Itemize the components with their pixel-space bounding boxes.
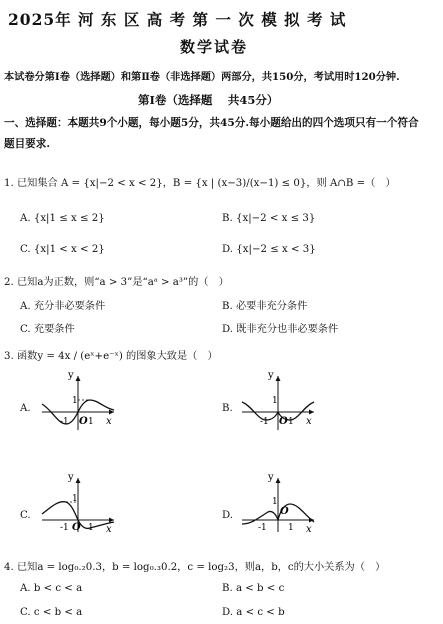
question-4-option-a[interactable]: A. b < c < a bbox=[20, 583, 83, 594]
graph-d-x-one-label: 1 bbox=[288, 523, 294, 533]
question-3-option-a[interactable]: A. bbox=[20, 403, 31, 414]
question-4-option-d[interactable]: D. a < c < b bbox=[222, 607, 285, 618]
exam-subtitle: 数学试卷 bbox=[180, 38, 249, 56]
question-3-option-c[interactable]: C. bbox=[20, 510, 31, 521]
question-1-option-b[interactable]: B. {x|−2 < x ≤ 3} bbox=[222, 213, 316, 224]
graph-c-y-label: y bbox=[68, 472, 74, 483]
exam-note: 本试卷分第Ⅰ卷（选择题）和第Ⅱ卷（非选择题）两部分，共150分，考试用时120分钟. bbox=[4, 71, 400, 83]
graph-b-x-label: x bbox=[306, 416, 312, 427]
question-2-option-a[interactable]: A. 充分非必要条件 bbox=[20, 301, 106, 312]
graph-a-origin-label: O bbox=[79, 416, 88, 427]
graph-b[interactable] bbox=[238, 372, 318, 432]
question-4-stem: 4. 已知a = log₀.₂0.3，b = log₀.₃0.2，c = log₂3，则a，b，c的大小关系为（ ） bbox=[4, 562, 386, 573]
graph-a-x-label: x bbox=[106, 416, 112, 427]
graph-a-one-label: 1 bbox=[72, 396, 78, 406]
graph-c-origin-label: O bbox=[72, 522, 81, 533]
graph-a-y-label: y bbox=[68, 370, 74, 381]
graph-d-neg-one-label: -1 bbox=[258, 523, 267, 533]
question-4-option-c[interactable]: C. c < b < a bbox=[20, 607, 83, 618]
question-1-option-a[interactable]: A. {x|1 ≤ x ≤ 2} bbox=[20, 213, 105, 224]
question-2-option-b[interactable]: B. 必要非充分条件 bbox=[222, 301, 308, 312]
graph-a-x-one-label: 1 bbox=[88, 417, 94, 427]
graph-b-one-label: 1 bbox=[272, 396, 278, 406]
question-1-stem: 1. 已知集合 A = {x|−2 < x < 2}，B = {x | (x−3)/(x−1) ≤ 0}，则 A∩B =（ ） bbox=[4, 178, 396, 189]
graph-b-neg-one-label: -1 bbox=[260, 417, 269, 427]
question-2-option-d[interactable]: D. 既非充分也非必要条件 bbox=[222, 324, 339, 335]
question-4-option-b[interactable]: B. a < b < c bbox=[222, 583, 285, 594]
graph-d[interactable] bbox=[238, 474, 318, 534]
question-1-option-d[interactable]: D. {x|−2 ≤ x < 3} bbox=[222, 244, 316, 255]
graph-b-x-one-label: 1 bbox=[288, 417, 294, 427]
graph-c-neg-one-label: -1 bbox=[60, 523, 69, 533]
section-instruction-line2: 题目要求. bbox=[4, 138, 51, 150]
section-instruction-line1: 一、选择题：本题共9个小题，每小题5分，共45分.每小题给出的四个选项只有一个符合 bbox=[4, 117, 419, 129]
graph-d-origin-label: O bbox=[280, 506, 289, 517]
graph-c-one-label: 1 bbox=[72, 494, 78, 504]
graph-d-one-label: 1 bbox=[272, 497, 278, 507]
graph-b-origin-label: O bbox=[279, 416, 288, 427]
graph-b-y-label: y bbox=[268, 370, 274, 381]
question-3-stem: 3. 函数y = 4x / (eˣ+e⁻ˣ) 的图象大致是（ ） bbox=[4, 351, 218, 362]
graph-a[interactable] bbox=[38, 372, 118, 432]
graph-c-x-label: x bbox=[106, 524, 112, 535]
question-1-option-c[interactable]: C. {x|1 < x < 2} bbox=[20, 244, 105, 255]
graph-d-y-label: y bbox=[268, 472, 274, 483]
exam-title: 2025年 河 东 区 高 考 第 一 次 模 拟 考 试 bbox=[8, 10, 347, 29]
graph-c-x-one-label: 1 bbox=[88, 523, 94, 533]
graph-d-x-label: x bbox=[306, 524, 312, 535]
question-3-option-d[interactable]: D. bbox=[222, 510, 234, 521]
question-3-option-b[interactable]: B. bbox=[222, 403, 233, 414]
graph-a-neg-one-label: -1 bbox=[60, 417, 69, 427]
graph-c[interactable] bbox=[38, 474, 118, 534]
question-2-option-c[interactable]: C. 充要条件 bbox=[20, 324, 75, 335]
question-2-stem: 2. 已知a为正数，则“a > 3”是“aᵃ > a³”的（ ） bbox=[4, 277, 229, 288]
section-title: 第Ⅰ卷（选择题 共45分） bbox=[138, 93, 279, 107]
